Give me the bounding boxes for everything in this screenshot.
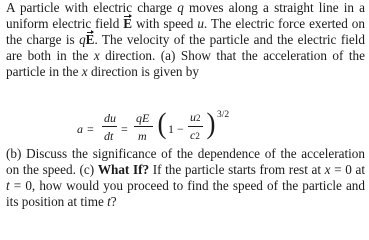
frac-dt-den: dt — [104, 129, 114, 143]
frac-du-num: du — [104, 111, 116, 125]
frac-m-den: m — [138, 129, 147, 143]
charge-q: q — [177, 0, 184, 15]
eq-lhs: a — [77, 122, 83, 136]
electric-field-vector: E — [123, 16, 133, 32]
frac-bar — [188, 126, 203, 127]
left-paren: ( — [157, 107, 167, 140]
what-if-label: What If? — [97, 162, 150, 178]
frac-c2-den: c2 — [190, 128, 200, 142]
right-paren: ) — [206, 107, 216, 140]
electric-field-vector: E — [85, 32, 95, 48]
frac-qE-num: qE — [136, 111, 150, 125]
frac-bar — [134, 126, 153, 127]
problem-statement: A particle with electric charge q moves along a straight line in a uniform electric field E with speed u. The electric force exerted on the charge is qE. The velocity of the particle and the electric field are both in the x direction. (a) Show that the acceleration of the particle in the x direction is given by — [6, 0, 365, 80]
speed-u: u — [197, 16, 204, 32]
outer-exponent: 3/2 — [217, 110, 230, 120]
frac-u2-num: u2 — [190, 110, 201, 124]
frac-bar — [102, 126, 117, 127]
problem-parts-b-c: (b) Discuss the significance of the dependence of the acceleration on the speed. (c) What If? If the particle starts from rest at x = 0 at t = 0, how would you proceed to find the speed of the particle and its position at time t? — [6, 146, 365, 210]
